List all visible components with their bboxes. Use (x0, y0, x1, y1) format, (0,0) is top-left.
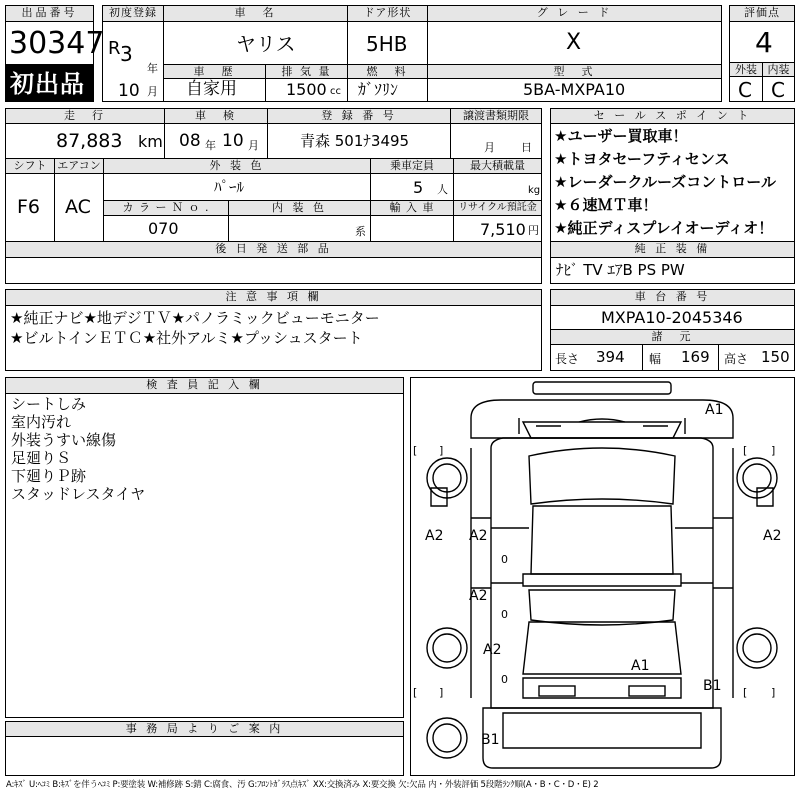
ac-cell (54, 173, 104, 242)
fuel-header: 燃 料 (347, 64, 428, 79)
mileage-cell: 87,883 km (5, 123, 165, 159)
inspector-line: 室内汚れ (11, 413, 72, 431)
transfer-header: 譲渡書類期限 (450, 108, 542, 124)
fuel: ｶﾞｿﾘﾝ (358, 80, 399, 99)
damage-mark: A2 (763, 528, 782, 544)
model-header: 型 式 (427, 64, 722, 79)
chassis-number: MXPA10-2045346 (601, 308, 743, 327)
later-parts-header: 後 日 発 送 部 品 (5, 241, 542, 258)
shift-cell (5, 173, 55, 242)
car-name-cell (163, 21, 348, 65)
lot-number: 30347 (9, 26, 105, 61)
damage-mark: B1 (481, 732, 500, 748)
chassis-header: 車 台 番 号 (550, 289, 795, 306)
color-header: 外 装 色 (103, 158, 371, 174)
inspection-year: 08 (179, 131, 201, 151)
plate-number: 青森 501ﾅ3495 (300, 132, 410, 150)
color-no-cell (103, 215, 229, 242)
sales-points-header: セ ー ル ス ポ イ ン ト (550, 108, 795, 124)
bracket-mark: ] (771, 686, 776, 699)
interior-color-cell: 系 (228, 215, 371, 242)
bracket-mark: [ (743, 444, 748, 457)
damage-mark: A2 (425, 528, 444, 544)
damage-mark: A1 (631, 658, 650, 674)
chassis-cell (550, 305, 795, 330)
inspector-line: 下廻りＰ跡 (11, 467, 87, 485)
zero-mark: 0 (501, 673, 508, 686)
inspector-line: シートしみ (11, 395, 87, 413)
inspector-line: 足廻りＳ (11, 449, 72, 467)
era-label: R (108, 38, 121, 59)
ac-header: エアコン (54, 158, 104, 174)
sales-point: ★６速ＭＴ車！ (554, 196, 658, 214)
interior-cell (762, 76, 795, 102)
mileage-header: 走 行 (5, 108, 165, 124)
fuel-cell (347, 78, 428, 102)
air-conditioning: AC (65, 196, 91, 218)
damage-mark: A1 (705, 402, 724, 418)
damage-mark: A2 (483, 642, 502, 658)
interior-grade: C (771, 78, 785, 102)
mileage: 87,883 (56, 130, 123, 152)
load-header: 最大積載量 (453, 158, 542, 174)
office-header: 事 務 局 よ り ご 案 内 (5, 721, 404, 737)
office-cell (5, 736, 404, 776)
lot-number-header: 出品番号 (5, 5, 94, 22)
equipment-cell (550, 257, 795, 284)
later-parts-cell (5, 257, 542, 284)
zero-mark: 0 (501, 608, 508, 621)
notes-header: 注 意 事 項 欄 (5, 289, 542, 306)
model-cell (427, 78, 722, 102)
note-line: ★ビルトインＥＴＣ★社外アルミ★プッシュスタート (10, 329, 363, 347)
bracket-mark: ] (439, 444, 444, 457)
damage-mark: A2 (469, 588, 488, 604)
lot-number-cell (5, 21, 105, 65)
sales-point: ★純正ディスプレイオーディオ！ (554, 219, 774, 237)
bracket-mark: ] (439, 686, 444, 699)
grade-header: グ レ ー ド (427, 5, 722, 22)
dims-header: 諸 元 (550, 329, 795, 345)
damage-mark: A2 (469, 528, 488, 544)
import-cell (370, 215, 454, 242)
score-cell (729, 21, 795, 63)
body-color: ﾊﾟｰﾙ (214, 178, 245, 196)
import-header: 輸 入 車 (370, 200, 454, 216)
color-cell (103, 173, 371, 201)
displacement-header: 排 気 量 (265, 64, 348, 79)
capacity-header: 乗車定員 (370, 158, 454, 174)
plate-cell (267, 123, 451, 159)
first-reg-year: 3 (120, 42, 133, 66)
note-line: ★純正ナビ★地デジＴＶ★パノラミックビューモニター (10, 309, 380, 327)
sales-points-cell (550, 123, 795, 242)
first-reg-cell: R 3 年 10 月 (102, 21, 164, 102)
dims-cell: 長さ 394 幅 169 高さ 150 (550, 344, 795, 371)
length-value: 394 (596, 348, 625, 366)
interior-color-header: 内 装 色 (228, 200, 371, 216)
seating-capacity: 5 (413, 178, 424, 197)
car-name: ヤリス (236, 32, 296, 56)
color-number: 070 (148, 219, 179, 238)
first-listing-badge: 初出品 (5, 64, 94, 102)
score-header: 評価点 (729, 5, 795, 22)
history: 自家用 (186, 79, 237, 99)
history-header: 車 歴 (163, 64, 266, 79)
score: 4 (755, 26, 773, 59)
sales-point: ★トヨタセーフティセンス (554, 150, 730, 168)
inspection-cell: 08 年 10 月 (164, 123, 268, 159)
bracket-mark: [ (413, 444, 418, 457)
plate-header: 登 録 番 号 (267, 108, 451, 124)
car-body-diagram (411, 378, 793, 774)
sales-point: ★ユーザー買取車！ (554, 127, 688, 145)
recycle-deposit: 7,510 (480, 220, 526, 239)
inspector-cell (5, 393, 404, 718)
door-header: ドア形状 (347, 5, 428, 22)
exterior-cell (729, 76, 763, 102)
model-code: 5BA-MXPA10 (523, 80, 626, 99)
car-name-header: 車 名 (163, 5, 348, 22)
load-cell: kg (453, 173, 542, 201)
bracket-mark: ] (771, 444, 776, 457)
first-reg-header: 初度登録 (102, 5, 164, 22)
recycle-header: リサイクル預託金 (453, 200, 542, 216)
equipment: ﾅﾋﾞ TV ｴｱB PS PW (556, 261, 685, 279)
bracket-mark: [ (413, 686, 418, 699)
grade: X (566, 30, 582, 55)
zero-mark: 0 (501, 553, 508, 566)
height-value: 150 (761, 348, 790, 366)
door-type: 5HB (366, 32, 408, 56)
first-reg-month: 10 (118, 81, 140, 101)
bracket-mark: [ (743, 686, 748, 699)
recycle-cell: 7,510 円 (453, 215, 542, 242)
shift: F6 (17, 196, 41, 218)
inspection-header: 車 検 (164, 108, 268, 124)
car-diagram (410, 377, 795, 776)
history-cell (163, 78, 266, 102)
transfer-cell: 月 日 (450, 123, 542, 159)
color-no-header: カ ラ ー Ｎ ｏ . (103, 200, 229, 216)
legend-footer: A:ｷｽﾞ U:ﾍｺﾐ B:ｷｽﾞを伴うﾍｺﾐ P:要塗装 W:補修跡 S:錆 C:腐食、汚 G:ﾌﾛﾝﾄｶﾞﾗｽ点ｷｽﾞ XX:交換済み X:要交換 欠:欠品 内・外装評価 5段階ﾗﾝｸ順(A・B・C・D・E) 2 (6, 780, 599, 790)
shift-header: シフト (5, 158, 55, 174)
interior-header: 内装 (762, 62, 795, 77)
inspector-line: スタッドレスタイヤ (11, 485, 146, 503)
exterior-grade: C (738, 78, 752, 102)
exterior-header: 外装 (729, 62, 763, 77)
damage-mark: B1 (703, 678, 722, 694)
inspector-header: 検 査 員 記 入 欄 (5, 377, 404, 394)
displacement-cell: 1500 cc (265, 78, 348, 102)
sales-point: ★レーダークルーズコントロール (554, 173, 776, 191)
equipment-header: 純 正 装 備 (550, 241, 795, 258)
width-value: 169 (681, 348, 710, 366)
capacity-cell: 5 人 (370, 173, 454, 201)
door-cell (347, 21, 428, 65)
displacement: 1500 (286, 80, 327, 99)
inspector-line: 外装うすい線傷 (11, 431, 117, 449)
notes-cell (5, 305, 542, 371)
inspection-month: 10 (222, 131, 244, 151)
grade-cell (427, 21, 722, 65)
